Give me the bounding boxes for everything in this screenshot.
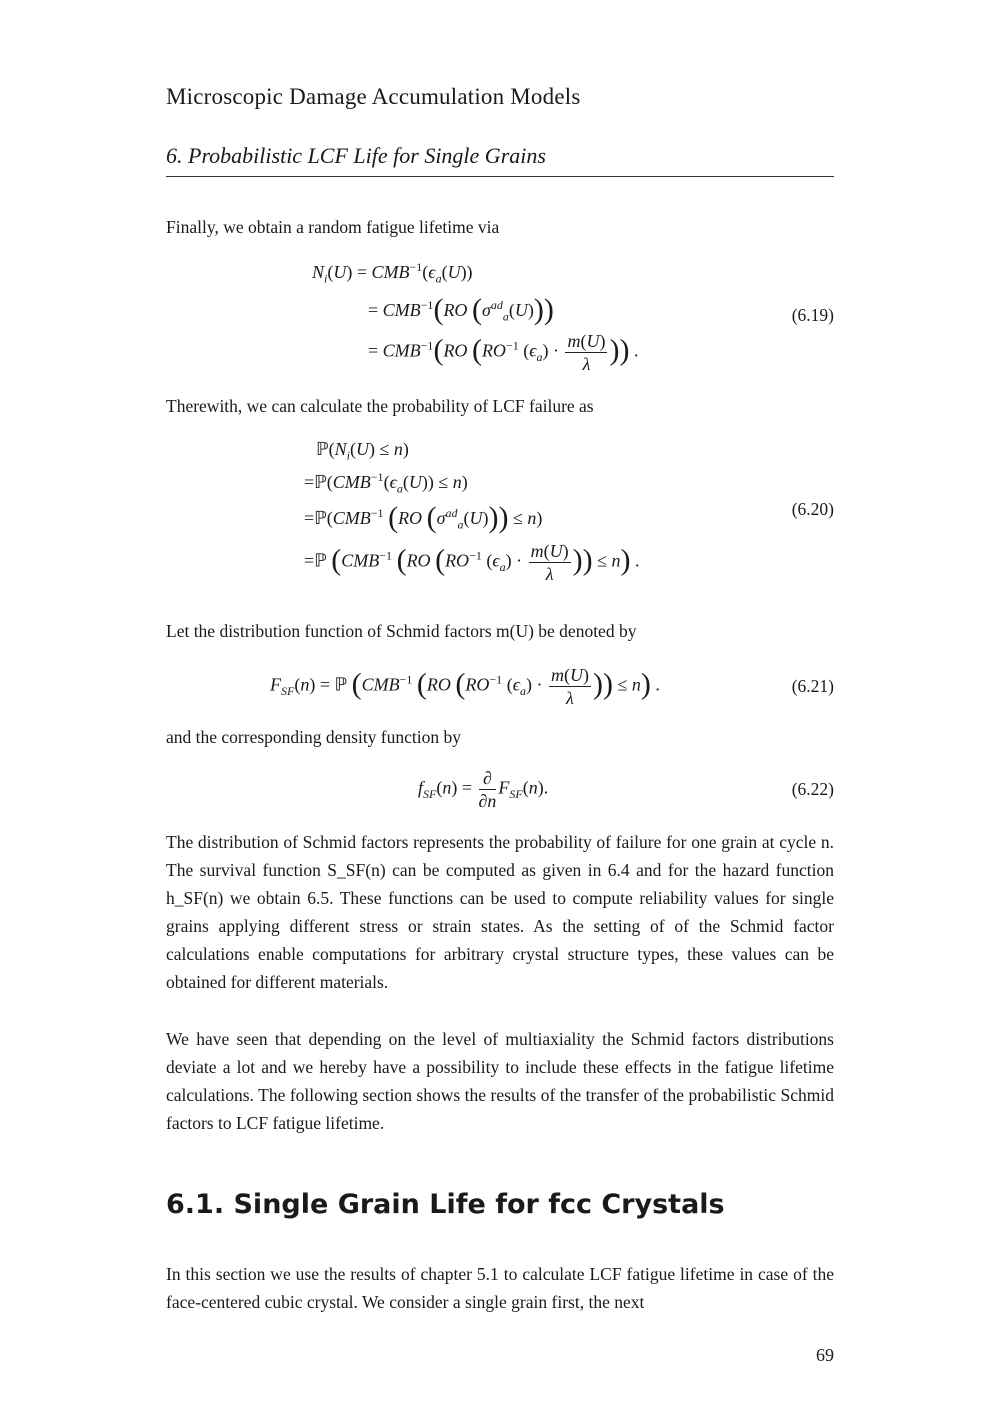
running-title: Microscopic Damage Accumulation Models xyxy=(166,84,581,109)
paragraph-distribution-text: Let the distribution function of Schmid factors m(U) be denoted by xyxy=(166,621,637,641)
paragraph-distribution xyxy=(166,617,834,645)
chapter-title: 6. Probabilistic LCF Life for Single Grains xyxy=(166,143,834,177)
eq-6-20-line-4: =ℙ ($CMB^{-1}$ (RO ($RO^{-1}$ $(\epsilon_a)$ · $\frac{m(U)}{\lambda}$ )) ≤ n) . xyxy=(304,541,640,584)
eq-6-20-line-2: $=ℙ(CMB^{-1}(\epsilon_a(U)) \le n)$ xyxy=(304,470,468,496)
paragraph-multiaxiality: We have seen that depending on the level of multiaxiality the Schmid factors distributions deviate a lot and we hereby have a possibility to include these effects in the fatigue lifetime calculations. The following section shows the results of the transfer of the probabilistic Schmid factors to LCF fatigue lifetime. xyxy=(166,1029,834,1133)
eq-6-19-line-1: $N_i(U) = CMB^{-1}(\epsilon_a(U))$ xyxy=(312,260,473,286)
eq-6-21-line: $F_{SF}(n)$ = ℙ ($CMB^{-1}$ (RO ($RO^{-1}$ $(\epsilon_a)$ · $\frac{m(U)}{\lambda}$ )) ≤ n) . xyxy=(270,665,660,708)
paragraph-schmid-distribution: The distribution of Schmid factors represents the probability of failure for one grain at cycle n. The survival function S_SF(n) can be computed as given in 6.4 and for the hazard function h_SF(n) we obtain 6.5. These functions can be used to compute reliability values for single grains applying different stress or strain states. As the setting of of the Schmid factor calculations enable computations for arbitrary crystal structure types, these values can be obtained for different materials. xyxy=(166,832,834,992)
section-heading: 6.1. Single Grain Life for fcc Crystals xyxy=(166,1189,725,1220)
eq-6-19-line-2: = $CMB^{-1}(RO$ $(\sigma^{ad}_a(U))$) xyxy=(368,293,554,326)
paragraph-density: and the corresponding density function by xyxy=(166,727,462,747)
paragraph-probability: Therewith, we can calculate the probability of LCF failure as xyxy=(166,396,594,416)
paragraph-section-intro: In this section we use the results of chapter 5.1 to calculate LCF fatigue lifetime in case of the face-centered cubic crystal. We consider a single grain first, the next xyxy=(166,1264,834,1312)
eq-6-20-line-1: $ℙ(N_i(U) \le n)$ xyxy=(316,439,409,463)
paragraph-intro: Finally, we obtain a random fatigue lifetime via xyxy=(166,217,500,237)
eq-6-22-number: (6.22) xyxy=(791,779,834,799)
page-number: 69 xyxy=(816,1345,834,1365)
page xyxy=(166,0,834,1414)
eq-6-21-number: (6.21) xyxy=(791,676,834,696)
eq-6-20-line-3: $=ℙ(CMB^{-1}$ (RO $(\sigma^{ad}_a(U))) \le n$) xyxy=(304,501,543,534)
eq-6-20-number: (6.20) xyxy=(791,499,834,519)
eq-6-19-line-3: = $CMB^{-1}(RO$ ($RO^{-1}$ $(\epsilon_a)$ · $\frac{m(U)}{\lambda}$ )) . xyxy=(368,331,639,374)
eq-6-19-number: (6.19) xyxy=(791,305,834,325)
eq-6-22-line: $f_{SF}(n)$ = $\frac{\partial}{\partial n}$ $F_{SF}(n)$. xyxy=(418,768,549,811)
